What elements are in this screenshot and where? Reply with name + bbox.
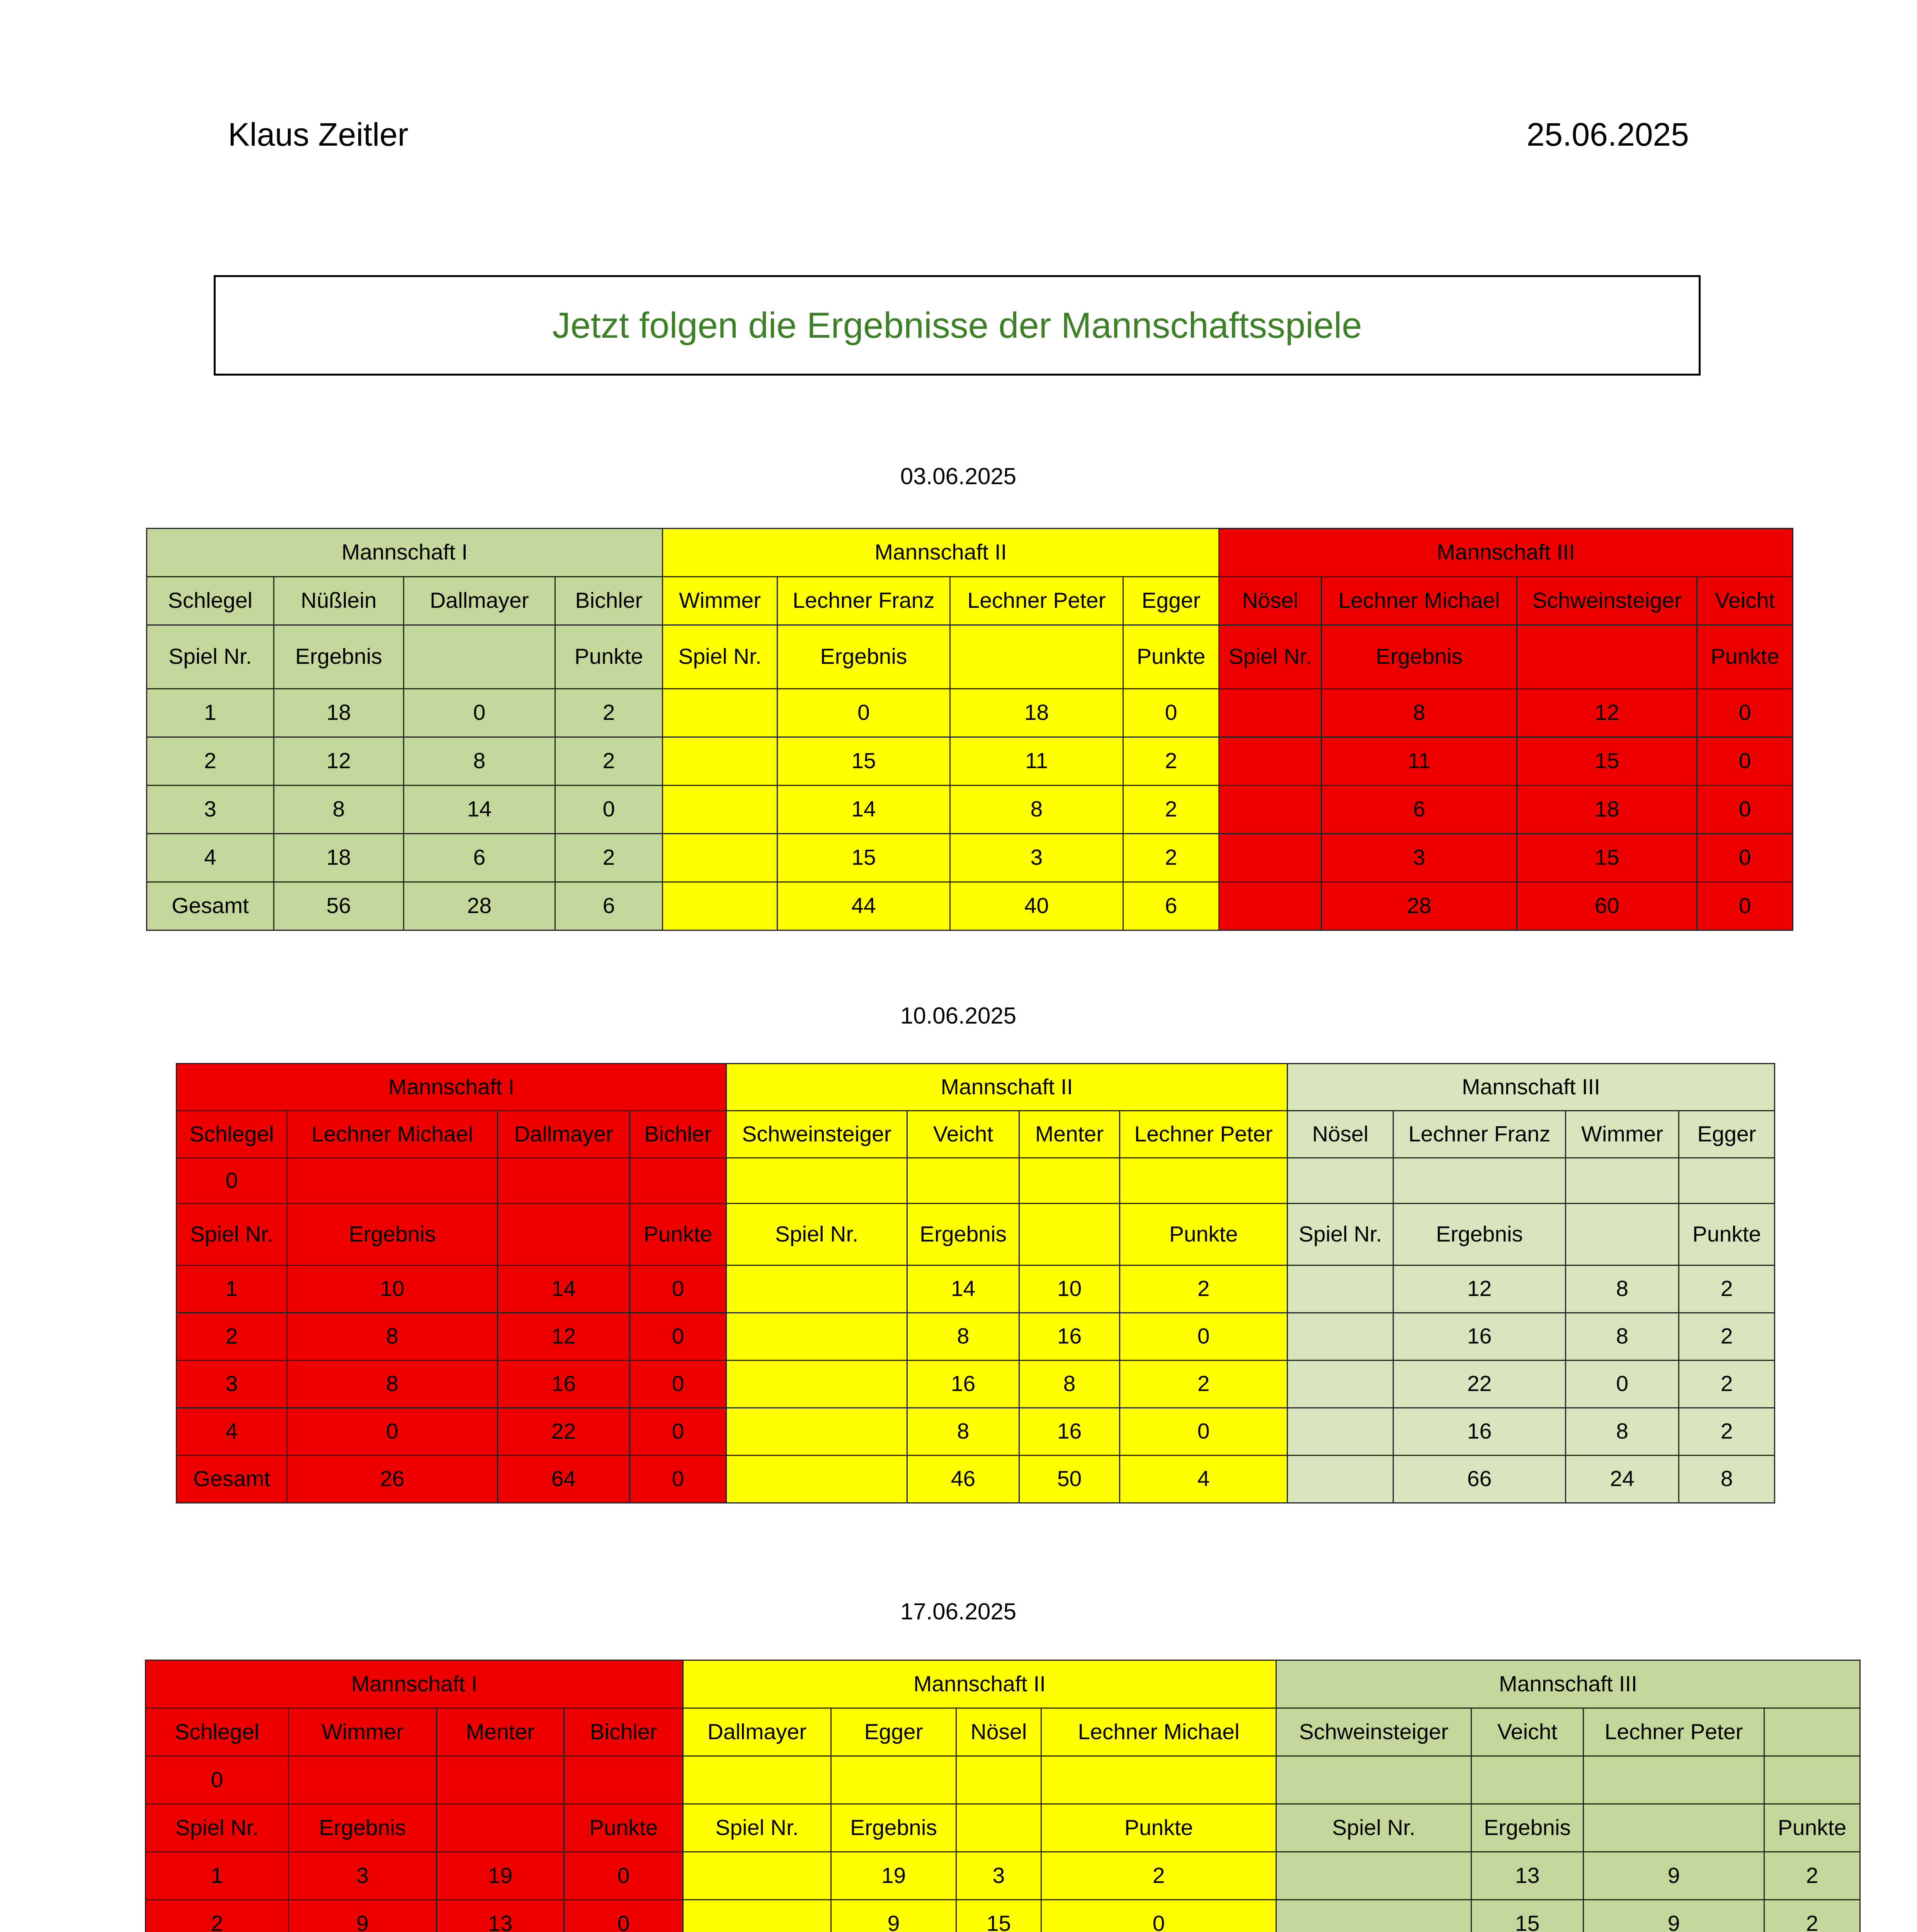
- score-cell: 3: [289, 1852, 437, 1900]
- table-row: [147, 689, 1793, 737]
- score-cell: 2: [1120, 1361, 1288, 1408]
- score-cell: 16: [907, 1361, 1019, 1408]
- player-name: Nösel: [956, 1708, 1041, 1756]
- column-label: Ergebnis: [1322, 625, 1517, 689]
- extra-cell: [1276, 1756, 1471, 1804]
- table-row: [177, 1456, 1775, 1503]
- score-cell: 10: [287, 1265, 498, 1313]
- score-cell: 0: [1123, 689, 1219, 737]
- player-name: Menter: [437, 1708, 564, 1756]
- score-cell: 6: [404, 834, 555, 882]
- author-name: Klaus Zeitler: [228, 116, 408, 153]
- extra-cell: 0: [146, 1756, 289, 1804]
- score-cell: 0: [564, 1852, 683, 1900]
- score-cell: [1219, 737, 1322, 786]
- team-name-header: Mannschaft III: [1219, 529, 1793, 577]
- score-cell: Gesamt: [177, 1456, 287, 1503]
- player-name: Nüßlein: [274, 577, 404, 625]
- score-cell: 15: [1517, 834, 1697, 882]
- score-cell: 2: [146, 1900, 289, 1932]
- score-cell: 0: [630, 1408, 726, 1456]
- score-cell: [726, 1313, 907, 1361]
- score-cell: 12: [274, 737, 404, 786]
- table-row: [146, 1852, 1860, 1900]
- score-cell: [1288, 1456, 1393, 1503]
- score-cell: 3: [956, 1852, 1041, 1900]
- score-cell: 46: [907, 1456, 1019, 1503]
- column-label: Spiel Nr.: [683, 1804, 831, 1852]
- column-label: Punkte: [1697, 625, 1793, 689]
- score-cell: 16: [1393, 1313, 1566, 1361]
- column-label: [498, 1204, 630, 1265]
- extra-cell: [1120, 1158, 1288, 1204]
- player-name: Nösel: [1288, 1111, 1393, 1158]
- score-cell: [663, 689, 777, 737]
- score-cell: 14: [777, 786, 950, 834]
- player-name: Dallmayer: [404, 577, 555, 625]
- score-cell: 14: [404, 786, 555, 834]
- score-cell: 2: [1123, 786, 1219, 834]
- score-cell: 2: [147, 737, 274, 786]
- player-name: Schweinsteiger: [1276, 1708, 1471, 1756]
- column-label: Spiel Nr.: [1219, 625, 1322, 689]
- score-cell: 0: [630, 1265, 726, 1313]
- score-cell: 0: [1697, 882, 1793, 930]
- player-name: Nösel: [1219, 577, 1322, 625]
- score-cell: 2: [1120, 1265, 1288, 1313]
- score-cell: [1219, 882, 1322, 930]
- extra-cell: [630, 1158, 726, 1204]
- player-name: Veicht: [1471, 1708, 1584, 1756]
- table-row: [146, 1900, 1860, 1932]
- score-cell: 22: [498, 1408, 630, 1456]
- column-label: Punkte: [555, 625, 663, 689]
- score-cell: 3: [1322, 834, 1517, 882]
- results-table-03-06: [146, 528, 1793, 931]
- score-cell: 8: [274, 786, 404, 834]
- column-label: [437, 1804, 564, 1852]
- score-cell: 12: [1393, 1265, 1566, 1313]
- score-cell: 2: [1123, 834, 1219, 882]
- score-cell: 18: [274, 689, 404, 737]
- score-cell: 0: [1566, 1361, 1679, 1408]
- column-label: Punkte: [630, 1204, 726, 1265]
- player-name: Bichler: [630, 1111, 726, 1158]
- score-cell: 0: [1697, 689, 1793, 737]
- score-cell: 16: [498, 1361, 630, 1408]
- player-name: Schlegel: [147, 577, 274, 625]
- column-label: Spiel Nr.: [663, 625, 777, 689]
- extra-cell: [1393, 1158, 1566, 1204]
- score-cell: 2: [555, 737, 663, 786]
- column-label: Punkte: [564, 1804, 683, 1852]
- score-cell: [663, 834, 777, 882]
- extra-cell: [726, 1158, 907, 1204]
- extra-cell: [1679, 1158, 1775, 1204]
- player-name: Wimmer: [663, 577, 777, 625]
- extra-cell: [287, 1158, 498, 1204]
- score-cell: 15: [777, 737, 950, 786]
- score-cell: 6: [1322, 786, 1517, 834]
- score-cell: 19: [831, 1852, 956, 1900]
- score-cell: 9: [831, 1900, 956, 1932]
- score-cell: 50: [1019, 1456, 1120, 1503]
- score-cell: 9: [289, 1900, 437, 1932]
- table-row: [147, 786, 1793, 834]
- team-name-header: Mannschaft II: [663, 529, 1219, 577]
- score-cell: 11: [1322, 737, 1517, 786]
- column-label: [1517, 625, 1697, 689]
- player-name: Veicht: [1697, 577, 1793, 625]
- extra-cell: [1471, 1756, 1584, 1804]
- score-cell: 1: [146, 1852, 289, 1900]
- score-cell: 15: [1517, 737, 1697, 786]
- player-name: Menter: [1019, 1111, 1120, 1158]
- score-cell: 14: [498, 1265, 630, 1313]
- extra-cell: [289, 1756, 437, 1804]
- score-cell: 3: [177, 1361, 287, 1408]
- team-name-header: Mannschaft II: [683, 1660, 1276, 1708]
- score-cell: 8: [1566, 1408, 1679, 1456]
- player-name: [1764, 1708, 1860, 1756]
- extra-cell: [1566, 1158, 1679, 1204]
- column-label: Spiel Nr.: [726, 1204, 907, 1265]
- column-label: Ergebnis: [289, 1804, 437, 1852]
- extra-cell: [1288, 1158, 1393, 1204]
- score-cell: 0: [630, 1313, 726, 1361]
- player-name: Dallmayer: [498, 1111, 630, 1158]
- player-name: Schlegel: [177, 1111, 287, 1158]
- score-cell: 6: [555, 882, 663, 930]
- column-label: Spiel Nr.: [1288, 1204, 1393, 1265]
- player-name: Egger: [1123, 577, 1219, 625]
- score-cell: 0: [404, 689, 555, 737]
- extra-cell: [831, 1756, 956, 1804]
- score-cell: 2: [555, 689, 663, 737]
- results-table-10-06: [176, 1063, 1775, 1503]
- column-label: Punkte: [1679, 1204, 1775, 1265]
- score-cell: 9: [1584, 1900, 1764, 1932]
- team-name-header: Mannschaft I: [177, 1064, 726, 1111]
- column-label: Ergebnis: [831, 1804, 956, 1852]
- column-label: Spiel Nr.: [146, 1804, 289, 1852]
- score-cell: 40: [950, 882, 1123, 930]
- score-cell: 8: [1566, 1313, 1679, 1361]
- score-cell: 12: [498, 1313, 630, 1361]
- player-name: Dallmayer: [683, 1708, 831, 1756]
- player-name: Schweinsteiger: [726, 1111, 907, 1158]
- section-banner: Jetzt folgen die Ergebnisse der Mannschaftsspiele: [214, 275, 1701, 376]
- score-cell: 4: [177, 1408, 287, 1456]
- column-label: Punkte: [1041, 1804, 1276, 1852]
- team-name-header: Mannschaft III: [1288, 1064, 1775, 1111]
- score-cell: [1288, 1361, 1393, 1408]
- score-cell: 2: [555, 834, 663, 882]
- score-cell: 19: [437, 1852, 564, 1900]
- score-cell: 8: [287, 1361, 498, 1408]
- player-name: Lechner Michael: [1322, 577, 1517, 625]
- results-table-17-06: [145, 1660, 1861, 1932]
- score-cell: 0: [564, 1900, 683, 1932]
- score-cell: 4: [1120, 1456, 1288, 1503]
- player-name: Lechner Franz: [1393, 1111, 1566, 1158]
- score-cell: [683, 1852, 831, 1900]
- extra-cell: [1584, 1756, 1764, 1804]
- score-cell: 13: [437, 1900, 564, 1932]
- score-cell: 66: [1393, 1456, 1566, 1503]
- score-cell: [726, 1361, 907, 1408]
- score-cell: 0: [777, 689, 950, 737]
- score-cell: 16: [1019, 1408, 1120, 1456]
- score-cell: 11: [950, 737, 1123, 786]
- column-label: [956, 1804, 1041, 1852]
- score-cell: 1: [177, 1265, 287, 1313]
- score-cell: 2: [1679, 1361, 1775, 1408]
- column-label: Spiel Nr.: [177, 1204, 287, 1265]
- score-cell: 0: [630, 1456, 726, 1503]
- column-label: Ergebnis: [274, 625, 404, 689]
- score-cell: 28: [404, 882, 555, 930]
- score-cell: [1219, 786, 1322, 834]
- score-cell: 28: [1322, 882, 1517, 930]
- score-cell: 14: [907, 1265, 1019, 1313]
- table-row: [177, 1361, 1775, 1408]
- score-cell: 0: [287, 1408, 498, 1456]
- score-cell: 0: [1120, 1408, 1288, 1456]
- score-cell: [1219, 834, 1322, 882]
- score-cell: 2: [1679, 1265, 1775, 1313]
- extra-cell: [498, 1158, 630, 1204]
- team-name-header: Mannschaft I: [147, 529, 663, 577]
- score-cell: 2: [1764, 1900, 1860, 1932]
- player-name: Wimmer: [1566, 1111, 1679, 1158]
- score-cell: 10: [1019, 1265, 1120, 1313]
- player-name: Lechner Peter: [950, 577, 1123, 625]
- score-cell: 8: [907, 1408, 1019, 1456]
- score-cell: [1288, 1313, 1393, 1361]
- score-cell: 26: [287, 1456, 498, 1503]
- score-cell: 6: [1123, 882, 1219, 930]
- column-label: Spiel Nr.: [1276, 1804, 1471, 1852]
- column-label: [1019, 1204, 1120, 1265]
- score-cell: 8: [1019, 1361, 1120, 1408]
- table-row: [177, 1265, 1775, 1313]
- player-name: Bichler: [564, 1708, 683, 1756]
- score-cell: 8: [404, 737, 555, 786]
- player-name: Wimmer: [289, 1708, 437, 1756]
- player-name: Lechner Peter: [1120, 1111, 1288, 1158]
- score-cell: [726, 1408, 907, 1456]
- extra-cell: [956, 1756, 1041, 1804]
- score-cell: [1276, 1852, 1471, 1900]
- score-cell: 22: [1393, 1361, 1566, 1408]
- score-cell: 8: [1322, 689, 1517, 737]
- player-name: Egger: [831, 1708, 956, 1756]
- score-cell: 0: [1697, 834, 1793, 882]
- score-cell: 8: [1566, 1265, 1679, 1313]
- match-date-1: 03.06.2025: [900, 463, 1017, 489]
- score-cell: 0: [1041, 1900, 1276, 1932]
- player-name: Lechner Michael: [287, 1111, 498, 1158]
- score-cell: 13: [1471, 1852, 1584, 1900]
- player-name: Schweinsteiger: [1517, 577, 1697, 625]
- column-label: Ergebnis: [777, 625, 950, 689]
- column-label: [1584, 1804, 1764, 1852]
- column-label: Ergebnis: [1471, 1804, 1584, 1852]
- score-cell: 8: [287, 1313, 498, 1361]
- match-date-2: 10.06.2025: [900, 1003, 1017, 1029]
- table-row: [147, 882, 1793, 930]
- score-cell: 18: [1517, 786, 1697, 834]
- player-name: Lechner Franz: [777, 577, 950, 625]
- score-cell: 8: [950, 786, 1123, 834]
- player-name: Lechner Peter: [1584, 1708, 1764, 1756]
- extra-cell: [1019, 1158, 1120, 1204]
- score-cell: [726, 1265, 907, 1313]
- score-cell: 16: [1019, 1313, 1120, 1361]
- score-cell: 1: [147, 689, 274, 737]
- score-cell: 12: [1517, 689, 1697, 737]
- extra-cell: [437, 1756, 564, 1804]
- player-name: Lechner Michael: [1041, 1708, 1276, 1756]
- score-cell: 16: [1393, 1408, 1566, 1456]
- score-cell: [663, 786, 777, 834]
- table-row: [177, 1313, 1775, 1361]
- table-row: [147, 737, 1793, 786]
- score-cell: Gesamt: [147, 882, 274, 930]
- match-date-3: 17.06.2025: [900, 1599, 1017, 1624]
- score-cell: 0: [630, 1361, 726, 1408]
- table-row: [147, 834, 1793, 882]
- player-name: Veicht: [907, 1111, 1019, 1158]
- team-name-header: Mannschaft I: [146, 1660, 683, 1708]
- column-label: [950, 625, 1123, 689]
- score-cell: 60: [1517, 882, 1697, 930]
- player-name: Schlegel: [146, 1708, 289, 1756]
- score-cell: 24: [1566, 1456, 1679, 1503]
- column-label: Punkte: [1123, 625, 1219, 689]
- table-row: [177, 1408, 1775, 1456]
- team-name-header: Mannschaft II: [726, 1064, 1288, 1111]
- score-cell: 15: [777, 834, 950, 882]
- score-cell: 56: [274, 882, 404, 930]
- extra-cell: [1041, 1756, 1276, 1804]
- extra-cell: [683, 1756, 831, 1804]
- extra-cell: [564, 1756, 683, 1804]
- column-label: [1566, 1204, 1679, 1265]
- score-cell: 8: [907, 1313, 1019, 1361]
- team-name-header: Mannschaft III: [1276, 1660, 1860, 1708]
- score-cell: 3: [147, 786, 274, 834]
- column-label: Punkte: [1120, 1204, 1288, 1265]
- score-cell: [683, 1900, 831, 1932]
- document-date: 25.06.2025: [1526, 116, 1689, 153]
- column-label: Ergebnis: [907, 1204, 1019, 1265]
- score-cell: 2: [1123, 737, 1219, 786]
- score-cell: 64: [498, 1456, 630, 1503]
- score-cell: 0: [1120, 1313, 1288, 1361]
- score-cell: [726, 1456, 907, 1503]
- score-cell: 9: [1584, 1852, 1764, 1900]
- score-cell: 2: [1764, 1852, 1860, 1900]
- score-cell: 18: [274, 834, 404, 882]
- score-cell: [1288, 1408, 1393, 1456]
- score-cell: [1219, 689, 1322, 737]
- column-label: Spiel Nr.: [147, 625, 274, 689]
- score-cell: [663, 737, 777, 786]
- score-cell: 0: [1697, 786, 1793, 834]
- score-cell: 0: [555, 786, 663, 834]
- score-cell: [663, 882, 777, 930]
- column-label: [404, 625, 555, 689]
- score-cell: 2: [177, 1313, 287, 1361]
- score-cell: [1288, 1265, 1393, 1313]
- extra-cell: [907, 1158, 1019, 1204]
- score-cell: 18: [950, 689, 1123, 737]
- column-label: Punkte: [1764, 1804, 1860, 1852]
- score-cell: 15: [956, 1900, 1041, 1932]
- player-name: Bichler: [555, 577, 663, 625]
- score-cell: 4: [147, 834, 274, 882]
- score-cell: 44: [777, 882, 950, 930]
- score-cell: 2: [1041, 1852, 1276, 1900]
- score-cell: [1276, 1900, 1471, 1932]
- player-name: Egger: [1679, 1111, 1775, 1158]
- score-cell: 3: [950, 834, 1123, 882]
- score-cell: 2: [1679, 1408, 1775, 1456]
- score-cell: 0: [1697, 737, 1793, 786]
- column-label: Ergebnis: [287, 1204, 498, 1265]
- extra-cell: [1764, 1756, 1860, 1804]
- score-cell: 2: [1679, 1313, 1775, 1361]
- column-label: Ergebnis: [1393, 1204, 1566, 1265]
- extra-cell: 0: [177, 1158, 287, 1204]
- score-cell: 8: [1679, 1456, 1775, 1503]
- score-cell: 15: [1471, 1900, 1584, 1932]
